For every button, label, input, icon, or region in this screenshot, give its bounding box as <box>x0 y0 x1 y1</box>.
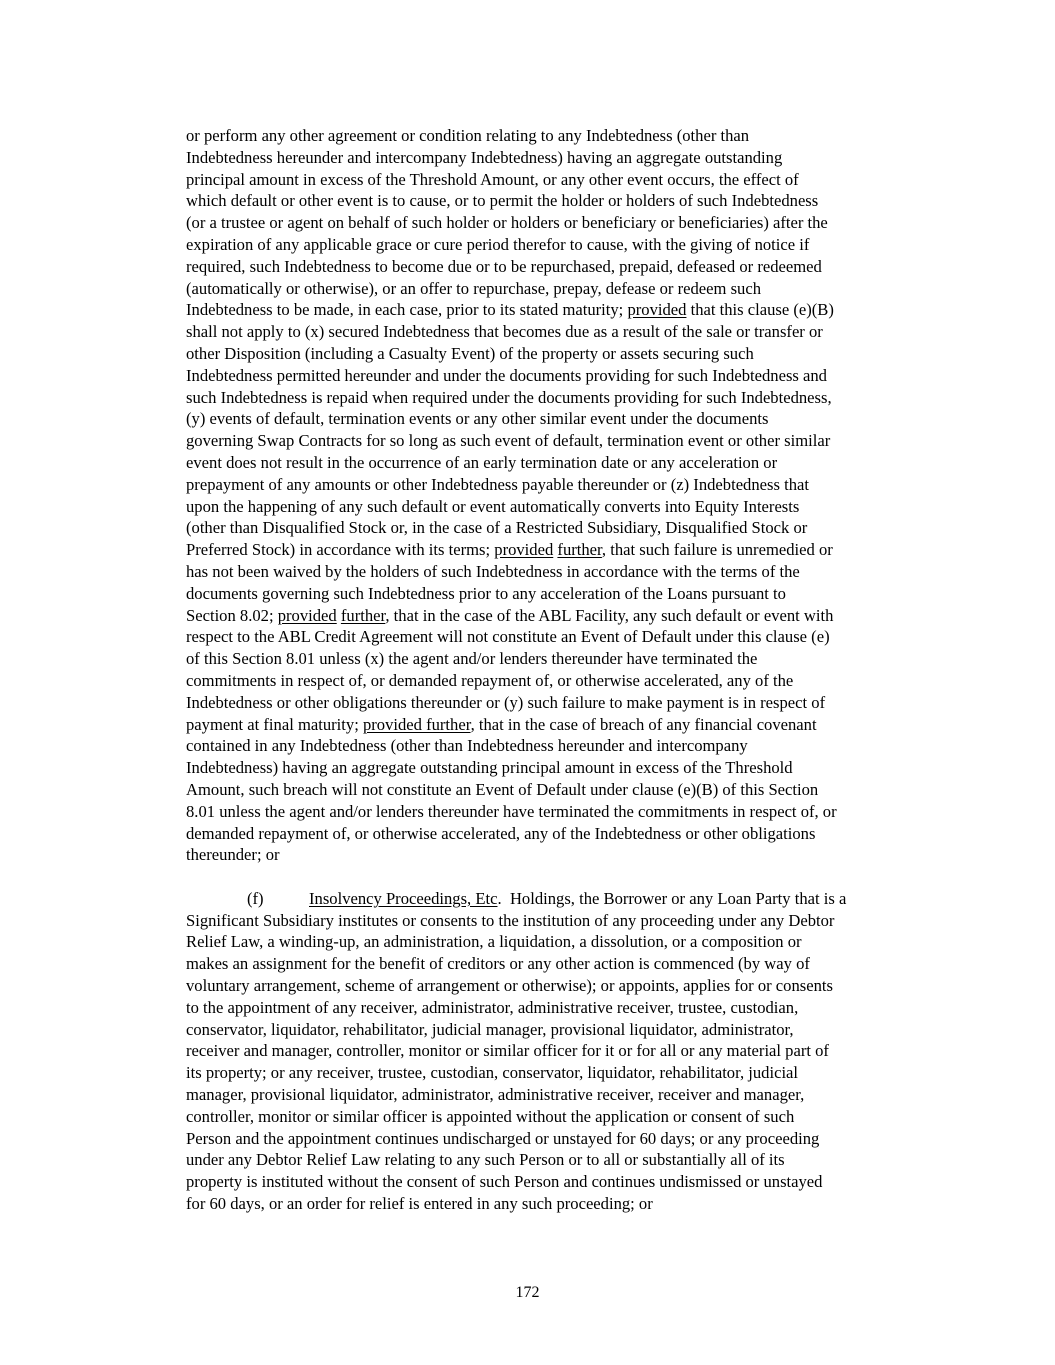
text-line: receiver and manager, controller, monitor or similar officer for it or for all or any material part of <box>186 1041 829 1061</box>
text-line: principal amount in excess of the Threshold Amount, or any other event occurs, the effect of <box>186 169 799 189</box>
text-line: or perform any other agreement or condition relating to any Indebtedness (other than <box>186 126 750 145</box>
section-f-first-line <box>186 888 946 910</box>
text-line: documents governing such Indebtedness prior to any acceleration of the Loans pursuant to <box>186 583 786 603</box>
text-span: payment at final maturity; <box>186 714 363 734</box>
provided-term: provided <box>494 540 554 560</box>
text-line: expiration of any applicable grace or cure period therefor to cause, with the giving of notice if <box>186 234 810 254</box>
text-line: its property; or any receiver, trustee, custodian, conservator, liquidator, rehabilitator, judicial <box>186 1063 799 1083</box>
text-line: (or a trustee or agent on behalf of such holder or holders or beneficiary or beneficiaries) after the <box>186 213 828 233</box>
text-line <box>186 539 946 561</box>
text-line: such Indebtedness is repaid when required under the documents providing for such Indebtedness, <box>186 387 832 407</box>
paragraph-gap <box>186 866 946 888</box>
text-span: that this clause (e)(B) <box>686 300 834 320</box>
document-body <box>186 125 946 1215</box>
text-line: under any Debtor Relief Law relating to any such Person or to all or substantially all of its <box>186 1150 785 1170</box>
text-span: Preferred Stock) in accordance with its terms; <box>186 540 495 560</box>
text-line: Significant Subsidiary institutes or consents to the institution of any proceeding under any Debtor <box>186 910 835 930</box>
text-line: Relief Law, a winding-up, an administration, a liquidation, a dissolution, or a composition or <box>186 932 802 952</box>
text-line: prepayment of any amounts or other Indebtedness payable thereunder or (z) Indebtedness that <box>186 474 809 494</box>
text-line <box>186 605 946 627</box>
text-line: (y) events of default, termination events or any other similar event under the documents <box>186 409 769 429</box>
text-line: Amount, such breach will not constitute an Event of Default under clause (e)(B) of this Section <box>186 779 819 799</box>
text-line: thereunder; or <box>186 845 280 865</box>
text-line: for 60 days, or an order for relief is entered in any such proceeding; or <box>186 1194 653 1214</box>
provided-further-term: provided further <box>362 714 471 734</box>
text-line: has not been waived by the holders of such Indebtedness in accordance with the terms of the <box>186 561 800 581</box>
text-span: Holdings, the Borrower or any Loan Party that is a <box>501 888 847 908</box>
text-line: event does not result in the occurrence of an early termination date or any acceleration or <box>186 452 778 472</box>
section-f-label: (f) <box>247 888 264 908</box>
text-line: governing Swap Contracts for so long as such event of default, termination event or other similar <box>186 431 831 451</box>
text-line: 8.01 unless the agent and/or lenders thereunder have terminated the commitments in respect of, or <box>186 801 837 821</box>
text-line: upon the happening of any such default or event automatically converts into Equity Interests <box>186 496 800 516</box>
text-line: to the appointment of any receiver, administrator, administrative receiver, trustee, custodian, <box>186 997 799 1017</box>
text-line: (other than Disqualified Stock or, in the case of a Restricted Subsidiary, Disqualified Stock or <box>186 518 808 538</box>
text-line: conservator, liquidator, rehabilitator, judicial manager, provisional liquidator, administrator, <box>186 1019 794 1039</box>
provided-term: provided <box>627 300 687 320</box>
further-term: further <box>557 540 602 560</box>
text-line: contained in any Indebtedness (other than Indebtedness hereunder and intercompany <box>186 736 748 756</box>
text-line: Indebtedness hereunder and intercompany Indebtedness) having an aggregate outstanding <box>186 147 783 167</box>
text-line: which default or other event is to cause, or to permit the holder or holders of such Indebtedness <box>186 191 819 211</box>
text-line: of this Section 8.01 unless (x) the agent and/or lenders thereunder have terminated the <box>186 649 758 669</box>
text-line: Indebtedness permitted hereunder and under the documents providing for such Indebtedness and <box>186 365 827 385</box>
text-span: , that in the case of the ABL Facility, any such default or event with <box>385 605 834 625</box>
section-e-paragraph <box>186 125 946 866</box>
heading-period: . <box>497 888 502 908</box>
text-line <box>186 714 946 736</box>
text-line: shall not apply to (x) secured Indebtedness that becomes due as a result of the sale or transfer or <box>186 322 823 342</box>
text-line: required, such Indebtedness to become due or to be repurchased, prepaid, defeased or redeemed <box>186 256 822 276</box>
page-number: 172 <box>515 1284 540 1301</box>
further-term: further <box>340 605 386 625</box>
text-line: manager, provisional liquidator, administrator, administrative receiver, receiver and manager, <box>186 1085 805 1105</box>
text-span: , that such failure is unremedied or <box>601 540 833 560</box>
text-span: , that in the case of breach of any financial covenant <box>470 714 817 734</box>
text-span: Section 8.02; <box>186 605 278 625</box>
text-line: makes an assignment for the benefit of creditors or any other action is commenced (by way of <box>186 954 810 974</box>
text-line: respect to the ABL Credit Agreement will not constitute an Event of Default under this clause (e) <box>186 627 830 647</box>
text-line: voluntary arrangement, scheme of arrangement or otherwise); or appoints, applies for or consents <box>186 976 833 996</box>
text-line: controller, monitor or similar officer is appointed without the application or consent of such <box>186 1106 795 1126</box>
text-line: (automatically or otherwise), or an offer to repurchase, prepay, defease or redeem such <box>186 278 761 298</box>
provided-term: provided <box>277 605 337 625</box>
text-line: demanded repayment of, or otherwise accelerated, any of the Indebtedness or other obligations <box>186 823 816 843</box>
text-line: Person and the appointment continues undischarged or unstayed for 60 days; or any proceeding <box>186 1128 820 1148</box>
section-f-paragraph <box>186 888 946 1215</box>
text-line <box>186 299 946 321</box>
section-f-heading: Insolvency Proceedings, Etc <box>309 888 498 908</box>
text-line: commitments in respect of, or demanded repayment of, or otherwise accelerated, any of the <box>186 670 794 690</box>
text-line: property is instituted without the consent of such Person and continues undismissed or unstayed <box>186 1172 823 1192</box>
text-line: Indebtedness) having an aggregate outstanding principal amount in excess of the Threshold <box>186 758 793 778</box>
text-line: other Disposition (including a Casualty Event) of the property or assets securing such <box>186 343 754 363</box>
text-span: Indebtedness to be made, in each case, prior to its stated maturity; <box>186 300 628 320</box>
text-line: Indebtedness or other obligations thereunder or (y) such failure to make payment is in respect of <box>186 692 826 712</box>
